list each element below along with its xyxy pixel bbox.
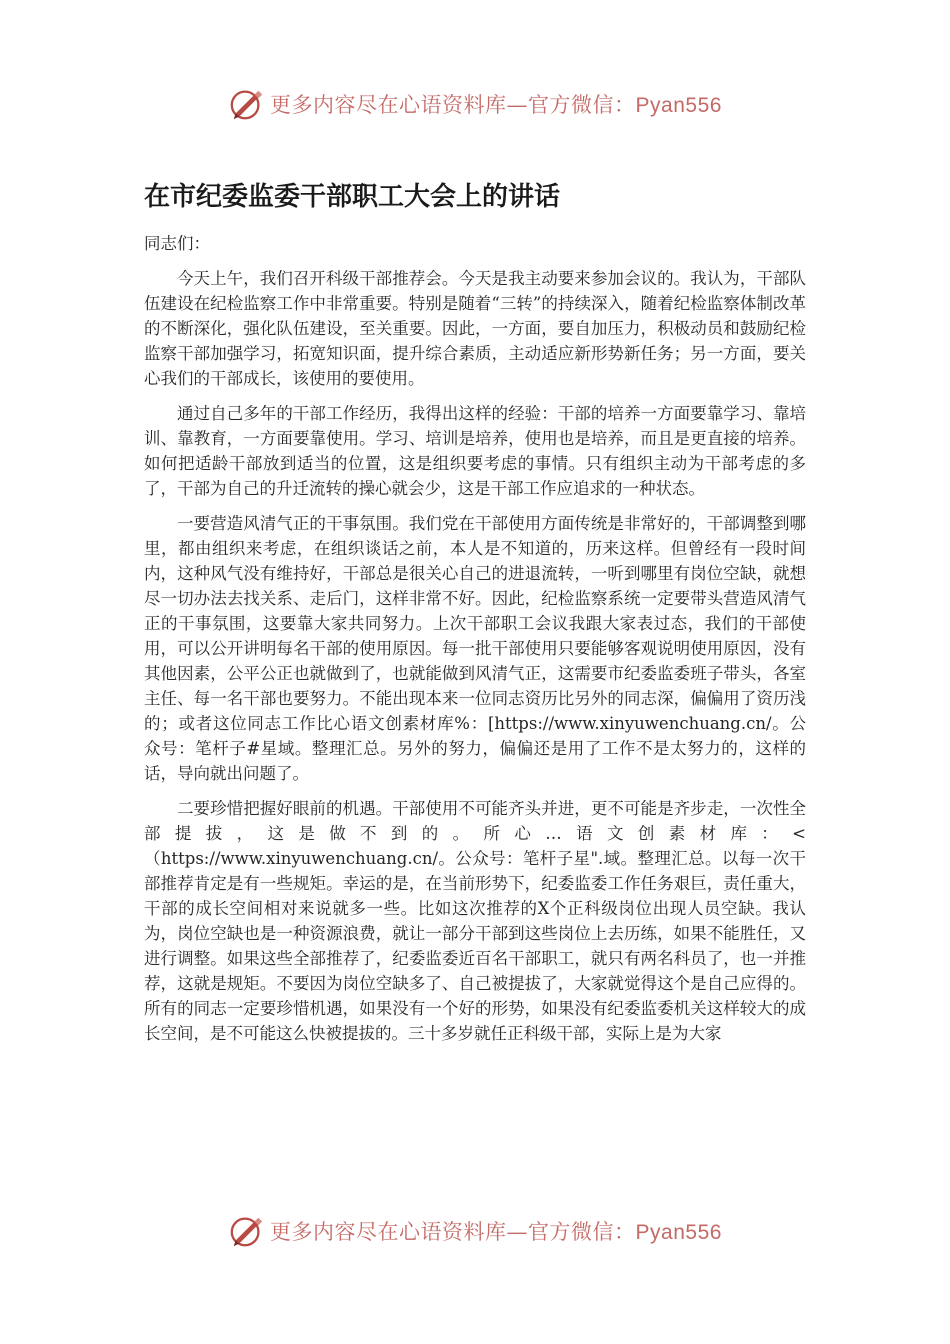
pen-logo-icon — [228, 1212, 266, 1250]
banner-wechat-label: 官方微信： — [528, 93, 636, 117]
paragraph-4: 二要珍惜把握好眼前的机遇。干部使用不可能齐头并进，更不可能是齐步走，一次性全部提拔，这是做不到的。所心…语文创素材库：<（https://www.xinyuwenchuang.cn/。公众号：笔杆子星".域。整理汇总。以每一次干部推荐肯定是有一些规矩。幸运的是，在当前形势下，纪委监委工作任务艰巨，责任重大，干部的成长空间相对来说就多一些。比如这次推荐的X个正科级岗位出现人员空缺。我认为，岗位空缺也是一种资源浪费，就让一部分干部到这些岗位上去历练，如果不能胜任，又进行调整。如果这些全部推荐了，纪委监委近百名干部职工，就只有两名科员了，也一并推荐，这就是规矩。不要因为岗位空缺多了、自己被提拔了，大家就觉得这个是自己应得的。所有的同志一定要珍惜机遇，如果没有一个好的形势，如果没有纪委监委机关这样较大的成长空间，是不可能这么快被提拔的。三十多岁就任正科级干部，实际上是为大家 — [144, 799, 806, 1043]
banner-separator: — — [506, 1220, 529, 1244]
banner-site-name: 更多内容尽在心语资料库 — [270, 1220, 507, 1244]
banner-wechat-label: 官方微信： — [528, 1220, 636, 1244]
banner-text — [270, 89, 722, 119]
greeting: 同志们： — [144, 234, 210, 253]
banner-wechat-id: Pyan556 — [635, 1221, 722, 1244]
banner-separator: — — [506, 93, 529, 117]
paragraph-3: 一要营造风清气正的干事氛围。我们党在干部使用方面传统是非常好的，干部调整到哪里，都由组织来考虑，在组织谈话之前，本人是不知道的，历来这样。但曾经有一段时间内，这种风气没有维持好，干部总是很关心自己的进退流转，一听到哪里有岗位空缺，就想尽一切办法去找关系、走后门，这样非常不好。因此，纪检监察系统一定要带头营造风清气正的干事氛围，这要靠大家共同努力。上次干部职工会议我跟大家表过态，我们的干部使用，可以公开讲明每名干部的使用原因。每一批干部使用只要能够客观说明使用原因，没有其他因素，公平公正也就做到了，也就能做到风清气正，这需要市纪委监委班子带头，各室主任、每一名干部也要努力。不能出现本来一位同志资历比另外的同志深，偏偏用了资历浅的；或者这位同志工作比心语文创素材库%：[https://www.xinyuwenchuang.cn/。公众号：笔杆子#星域。整理汇总。另外的努力，偏偏还是用了工作不是太努力的，这样的话，导向就出问题了。 — [144, 514, 806, 783]
paragraph-2: 通过自己多年的干部工作经历，我得出这样的经验：干部的培养一方面要靠学习、靠培训、靠教育，一方面要靠使用。学习、培训是培养，使用也是培养，而且是更直接的培养。如何把适龄干部放到适当的位置，这是组织要考虑的事情。只有组织主动为干部考虑的多了，干部为自己的升迁流转的操心就会少，这是干部工作应追求的一种状态。 — [144, 404, 806, 498]
banner-wechat-id: Pyan556 — [635, 94, 722, 117]
banner-site-name: 更多内容尽在心语资料库 — [270, 93, 507, 117]
pen-logo-icon — [228, 85, 266, 123]
paragraph-1: 今天上午，我们召开科级干部推荐会。今天是我主动要来参加会议的。我认为，干部队伍建设在纪检监察工作中非常重要。特别是随着“三转”的持续深入，随着纪检监察体制改革的不断深化，强化队伍建设，至关重要。因此，一方面，要自加压力，积极动员和鼓励纪检监察干部加强学习，拓宽知识面，提升综合素质，主动适应新形势新任务；另一方面，要关心我们的干部成长，该使用的要使用。 — [144, 269, 806, 388]
footer-banner — [0, 1211, 950, 1251]
document-body — [144, 231, 806, 1056]
document-title: 在市纪委监委干部职工大会上的讲话 — [144, 182, 561, 212]
banner-text — [270, 1216, 722, 1246]
header-banner — [0, 84, 950, 124]
